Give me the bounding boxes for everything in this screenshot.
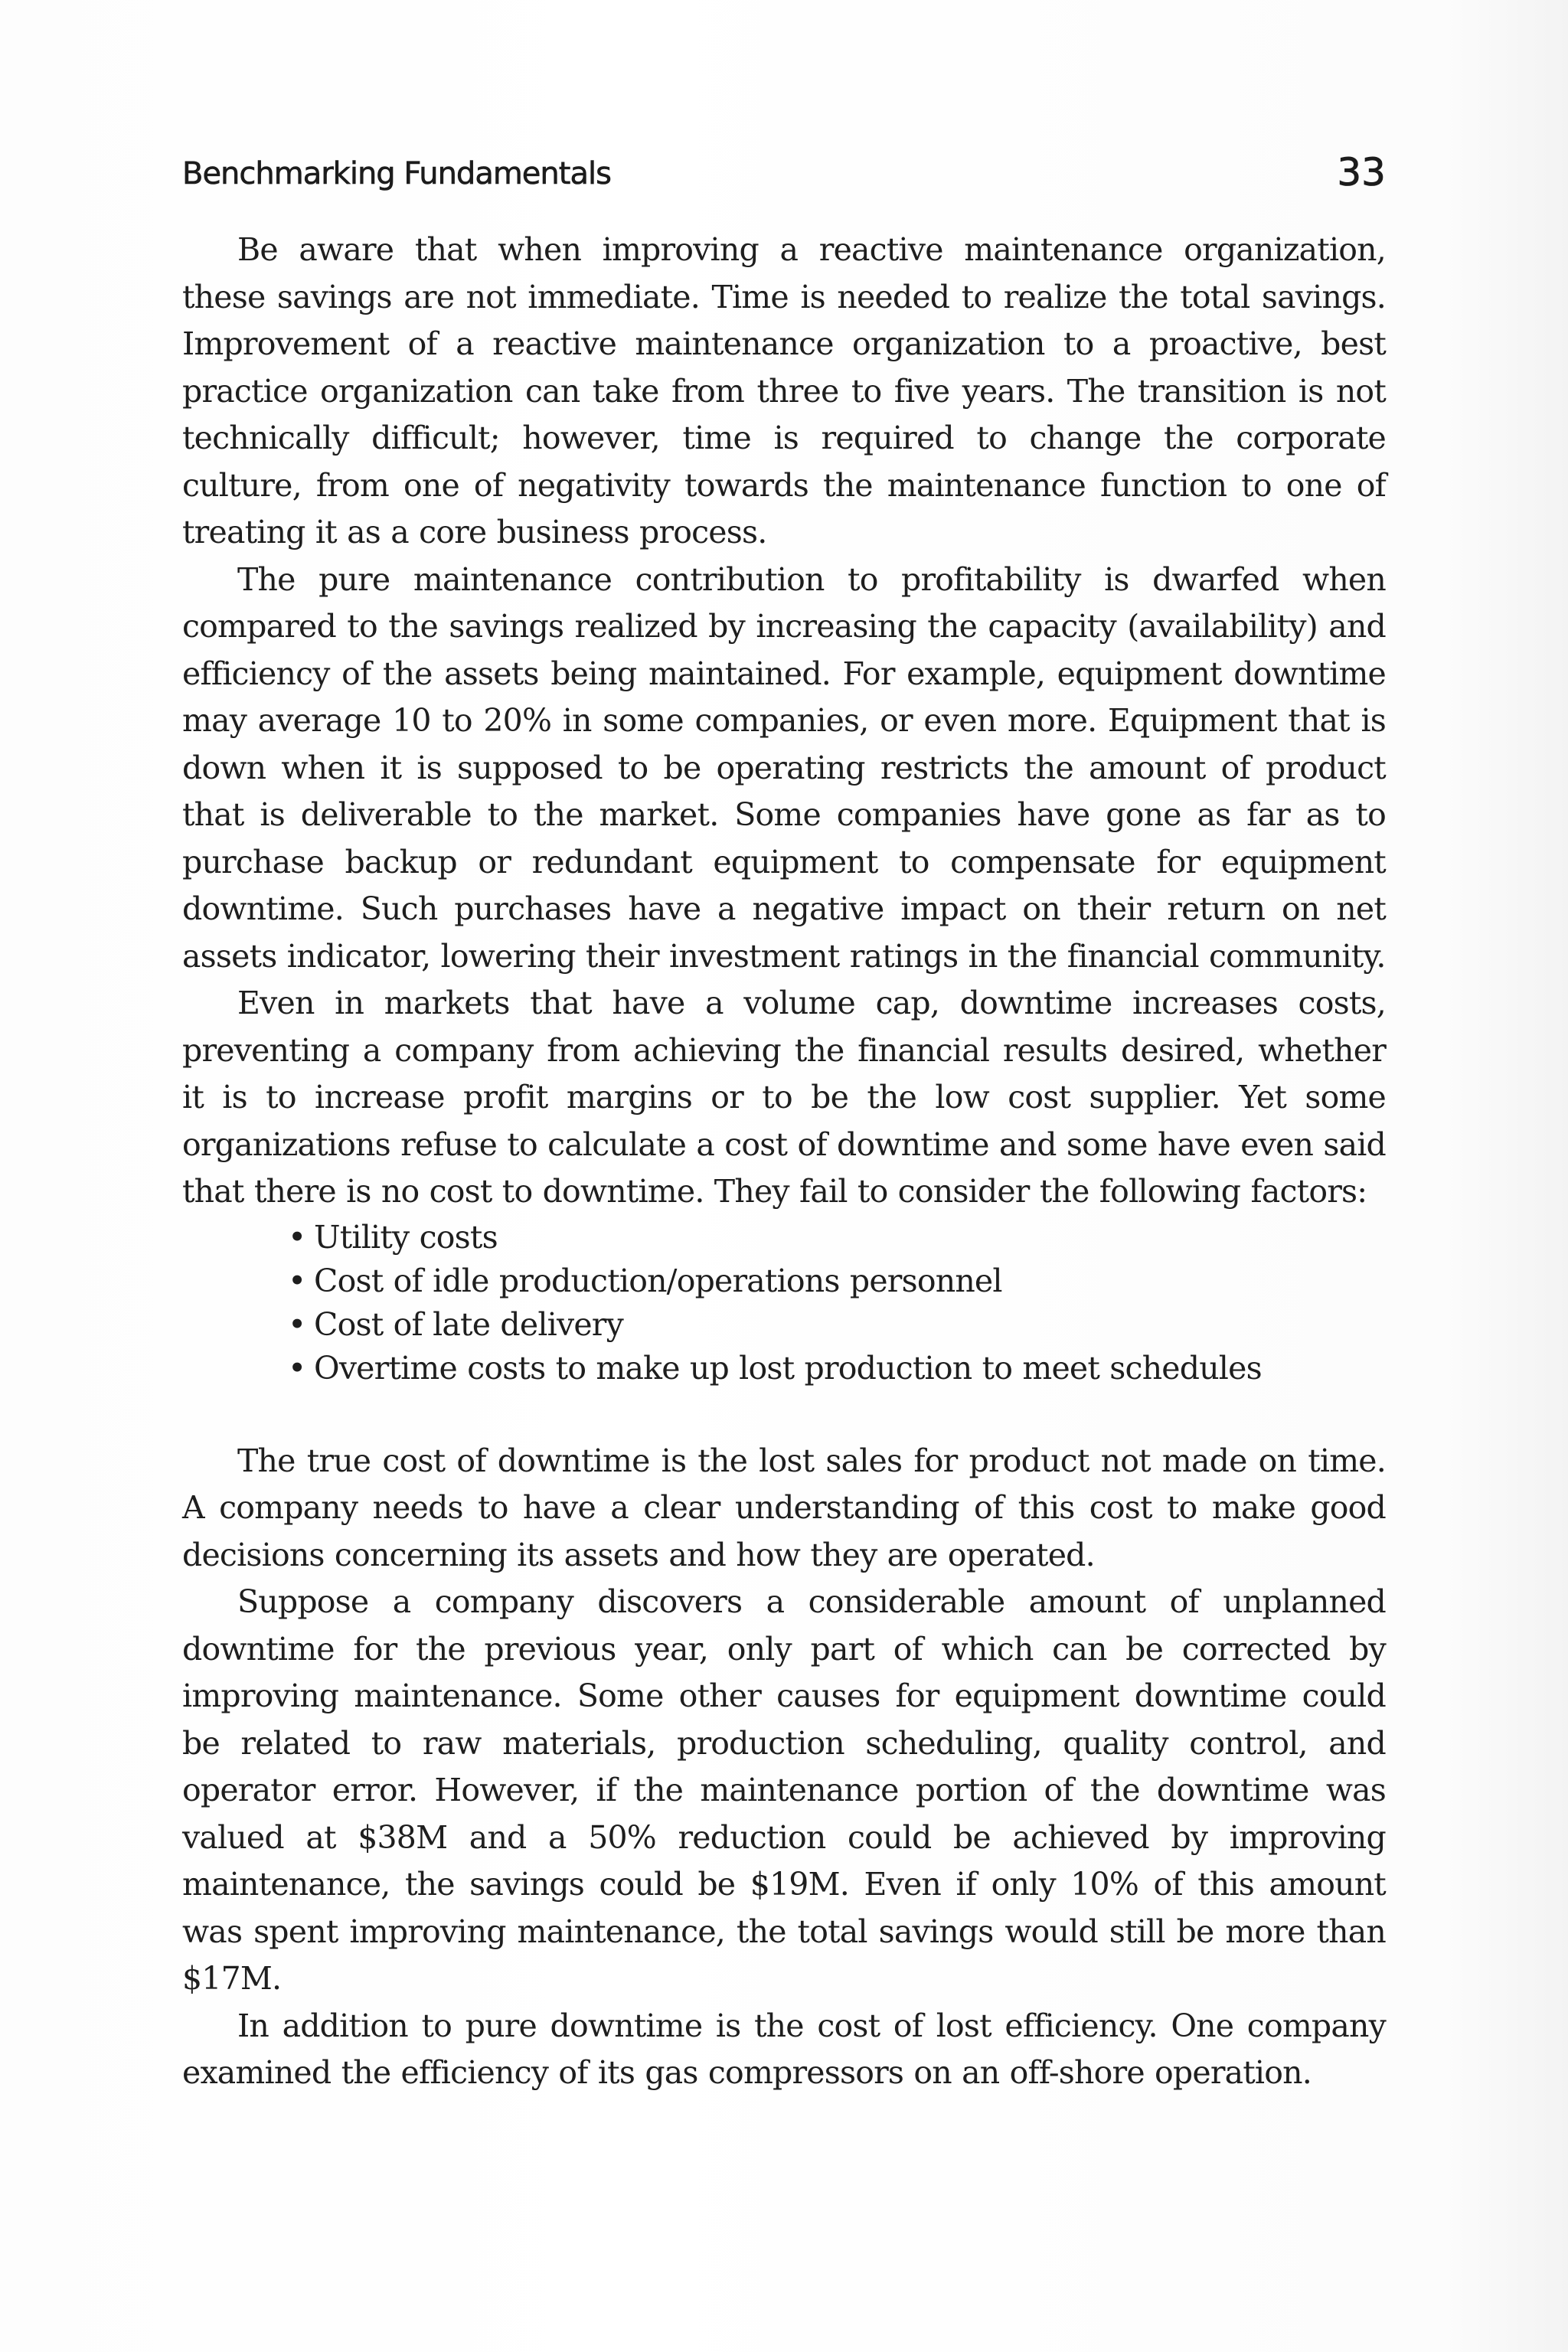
list-item [182, 1303, 1386, 1347]
running-head [182, 150, 1386, 199]
list-item-text: Overtime costs to make up lost production to meet schedules [314, 1349, 1262, 1387]
paragraph-1: Be aware that when improving a reactive maintenance organization, these savings are not immediate. Time is needed to realize the total savings. Improvement of a reactive maintenance organization to a proactive, best practice organization can take from three to five years. The transition is not technically difficult; however, time is required to change the corporate culture, from one of negativity towards the maintenance function to one of treating it as a core business process. [182, 231, 1386, 550]
paragraph-4: The true cost of downtime is the lost sales for product not made on time. A company needs to have a clear understanding of this cost to make good decisions concerning its assets and how they are operated. [182, 1442, 1386, 1573]
paragraph-6: In addition to pure downtime is the cost of lost efficiency. One company examined the efficiency of its gas compressors on an off-shore operation. [182, 2007, 1386, 2091]
list-item-text: Utility costs [314, 1218, 498, 1256]
downtime-factors-list [182, 1216, 1386, 1390]
list-item [182, 1347, 1386, 1390]
bullet-icon: • [288, 1305, 306, 1343]
list-item-text: Cost of idle production/operations personnel [314, 1262, 1002, 1299]
paragraph-2: The pure maintenance contribution to profitability is dwarfed when compared to the savings realized by increasing the capacity (availability) and efficiency of the assets being maintained. For example, equipment downtime may average 10 to 20% in some companies, or even more. Equipment that is down when it is supposed to be operating restricts the amount of product that is deliverable to the market. Some companies have gone as far as to purchase backup or redundant equipment to compensate for equipment downtime. Such purchases have a negative impact on their return on net assets indicator, lowering their investment ratings in the financial community. [182, 560, 1386, 975]
paragraph-3: Even in markets that have a volume cap, downtime increases costs, preventing a company from achieving the financial results desired, whether it is to increase profit margins or to be the low cost supplier. Yet some organizations refuse to calculate a cost of downtime and some have even said that there is no cost to downtime. They fail to consider the following factors: [182, 985, 1386, 1210]
bullet-icon: • [288, 1349, 306, 1387]
body-text [182, 227, 1386, 2097]
running-head-title: Benchmarking Fundamentals [182, 156, 611, 191]
list-item-text: Cost of late delivery [314, 1305, 623, 1343]
page-number: 33 [1337, 150, 1386, 194]
list-item [182, 1259, 1386, 1303]
bullet-icon: • [288, 1262, 306, 1299]
section-spacer [182, 1390, 1386, 1438]
list-item [182, 1216, 1386, 1259]
paragraph-5: Suppose a company discovers a considerable amount of unplanned downtime for the previous year, only part of which can be corrected by improving maintenance. Some other causes for equipment downtime could be related to raw materials, production scheduling, quality control, and operator error. However, if the maintenance portion of the downtime was valued at $38M and a 50% reduction could be achieved by improving maintenance, the savings could be $19M. Even if only 10% of this amount was spent improving maintenance, the total savings would still be more than $17M. [182, 1583, 1386, 1997]
bullet-icon: • [288, 1218, 306, 1256]
